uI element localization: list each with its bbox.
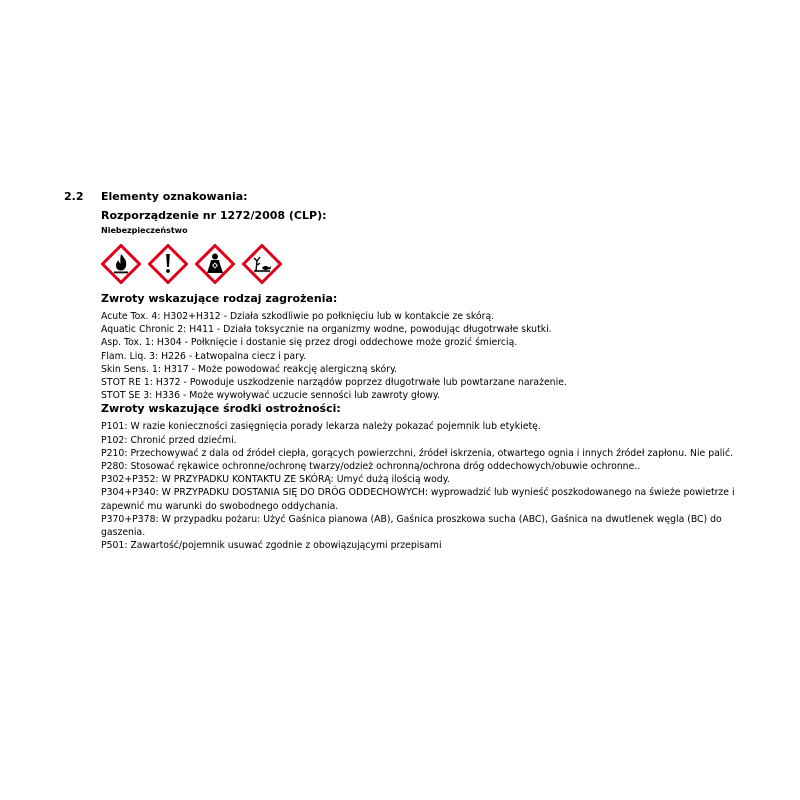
signal-word: Niebezpieczeństwo bbox=[101, 226, 188, 235]
hazard-statement: STOT RE 1: H372 - Powoduje uszkodzenie narządów poprzez długotrwałe lub powtarzane narażenie. bbox=[101, 377, 567, 389]
hazard-statement: Aquatic Chronic 2: H411 - Działa toksycznie na organizmy wodne, powodując długotrwałe skutki. bbox=[101, 324, 552, 336]
health-hazard-icon bbox=[195, 244, 235, 284]
hazard-statement: Flam. Liq. 3: H226 - Łatwopalna ciecz i pary. bbox=[101, 350, 307, 362]
hazard-statement: Skin Sens. 1: H317 - Może powodować reakcję alergiczną skóry. bbox=[101, 363, 398, 375]
section-title: Elementy oznakowania: bbox=[101, 190, 248, 203]
ghs-pictograms bbox=[101, 244, 754, 284]
section-body bbox=[101, 209, 754, 552]
flame-icon bbox=[101, 244, 141, 284]
precautionary-statement: P102: Chronić przed dziećmi. bbox=[101, 434, 237, 446]
labelling-section bbox=[64, 190, 754, 552]
precautionary-statement: P501: Zawartość/pojemnik usuwać zgodnie z obowiązującymi przepisami bbox=[101, 540, 442, 552]
exclamation-mark-icon bbox=[148, 244, 188, 284]
hazard-statement: STOT SE 3: H336 - Może wywoływać uczucie senności lub zawroty głowy. bbox=[101, 390, 440, 402]
precautionary-statement: P302+P352: W PRZYPADKU KONTAKTU ZE SKÓRĄ: Umyć dużą ilością wody. bbox=[101, 474, 450, 486]
precautionary-statement: P210: Przechowywać z dala od źródeł ciepła, gorących powierzchni, źródeł iskrzenia, otwartego ognia i innych źródeł zapłonu. Nie palić. bbox=[101, 447, 734, 459]
hazard-statements-list bbox=[101, 310, 754, 402]
precautionary-statement: P370+P378: W przypadku pożaru: Użyć Gaśnica pianowa (AB), Gaśnica proszkowa sucha (ABC), Gaśnica na dwutlenek węgla (BC) do gaszenia. bbox=[101, 513, 722, 539]
precautionary-statement: P280: Stosować rękawice ochronne/ochronę twarzy/odzież ochronną/ochrona dróg oddechowych/obuwie ochronne.. bbox=[101, 461, 641, 473]
regulation-title: Rozporządzenie nr 1272/2008 (CLP): bbox=[101, 209, 327, 222]
hazard-statement: Acute Tox. 4: H302+H312 - Działa szkodliwie po połknięciu lub w kontakcie ze skórą. bbox=[101, 311, 495, 322]
hazard-statement: Asp. Tox. 1: H304 - Połknięcie i dostanie się przez drogi oddechowe może grozić śmiercią. bbox=[101, 337, 518, 349]
section-header bbox=[64, 190, 754, 207]
environment-icon bbox=[242, 244, 282, 284]
section-number: 2.2 bbox=[64, 190, 84, 203]
precautionary-statements-heading: Zwroty wskazujące środki ostrożności: bbox=[101, 402, 341, 416]
precautionary-statements-list bbox=[101, 420, 754, 552]
hazard-statements-heading: Zwroty wskazujące rodzaj zagrożenia: bbox=[101, 292, 338, 305]
precautionary-statement: P101: W razie konieczności zasięgnięcia porady lekarza należy pokazać pojemnik lub etykietę. bbox=[101, 421, 541, 433]
precautionary-statement: P304+P340: W PRZYPADKU DOSTANIA SIĘ DO DRÓG ODDECHOWYCH: wyprowadzić lub wynieść poszkodowanego na świeże powietrze i zapewnić mu warunki do swobodnego oddychania. bbox=[101, 487, 735, 512]
